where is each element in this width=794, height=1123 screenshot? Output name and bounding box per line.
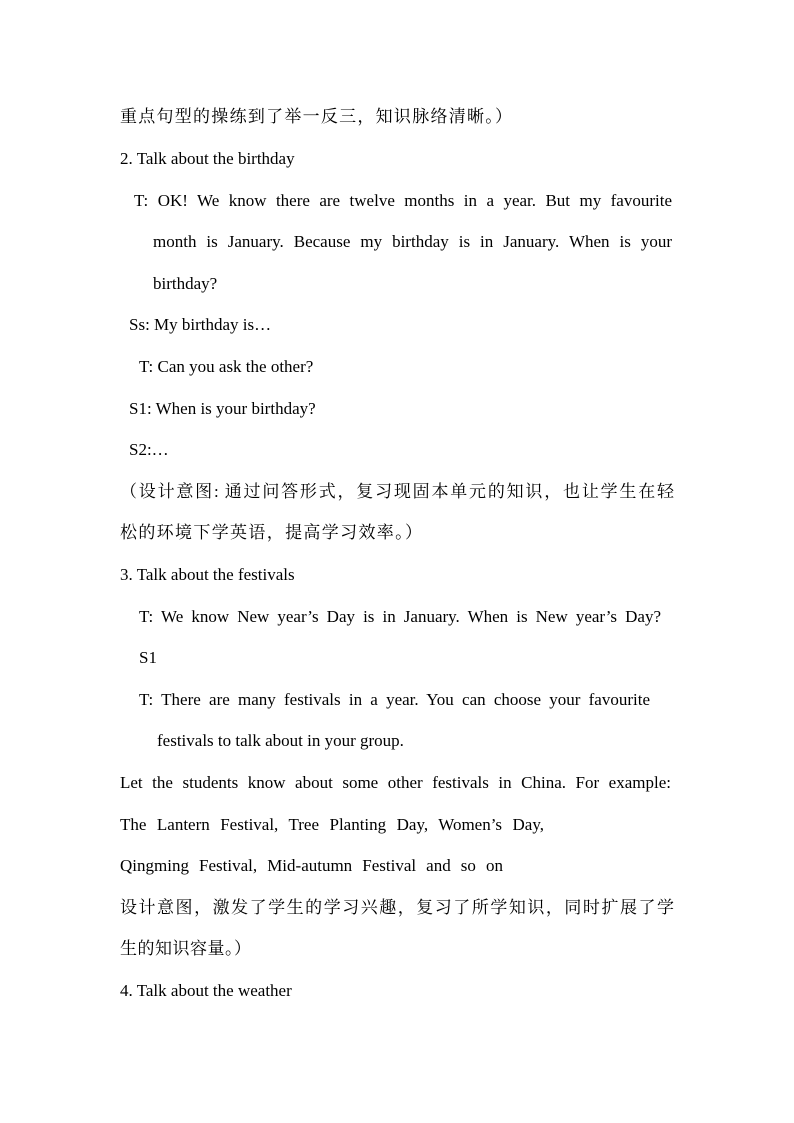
students-response-line: Ss: My birthday is… [129,315,272,334]
teacher-festival-line-3: festivals to talk about in your group. [157,731,404,750]
student2-line: S2:… [129,440,169,459]
design-intent-ending-line: 重点句型的操练到了举一反三，知识脉络清晰。） [120,107,512,126]
teacher-festival-line-1: T: We know New year’s Day is in January. When is New year’s Day? [139,607,661,626]
student1-line: S1: When is your birthday? [129,399,316,418]
design-intent-line-2: 松的环境下学英语，提高学习效率。） [120,523,422,542]
festival-example-line-1: Let the students know about some other festivals in China. For example: [120,773,671,792]
section-heading-birthday: 2. Talk about the birthday [120,149,295,168]
section-heading-weather: 4. Talk about the weather [120,981,292,1000]
teacher-question-line: T: Can you ask the other? [139,357,314,376]
design-intent-line-3: 设计意图，激发了学生的学习兴趣，复习了所学知识，同时扩展了学 [120,898,674,917]
student1-festival-line: S1 [139,648,157,667]
teacher-line-1: T: OK! We know there are twelve months in a year. But my favourite [134,191,672,210]
teacher-festival-line-2: T: There are many festivals in a year. You can choose your favourite [139,690,650,709]
teacher-line-3: birthday? [153,274,218,293]
festival-example-line-2: The Lantern Festival, Tree Planting Day, Women’s Day, [120,815,544,834]
design-intent-line-1: （设计意图: 通过问答形式，复习现固本单元的知识，也让学生在轻 [120,482,674,501]
section-heading-festivals: 3. Talk about the festivals [120,565,295,584]
festival-example-line-3: Qingming Festival, Mid-autumn Festival and so on [120,856,503,875]
design-intent-line-4: 生的知识容量。） [120,939,251,958]
teacher-line-2: month is January. Because my birthday is in January. When is your [153,232,672,251]
